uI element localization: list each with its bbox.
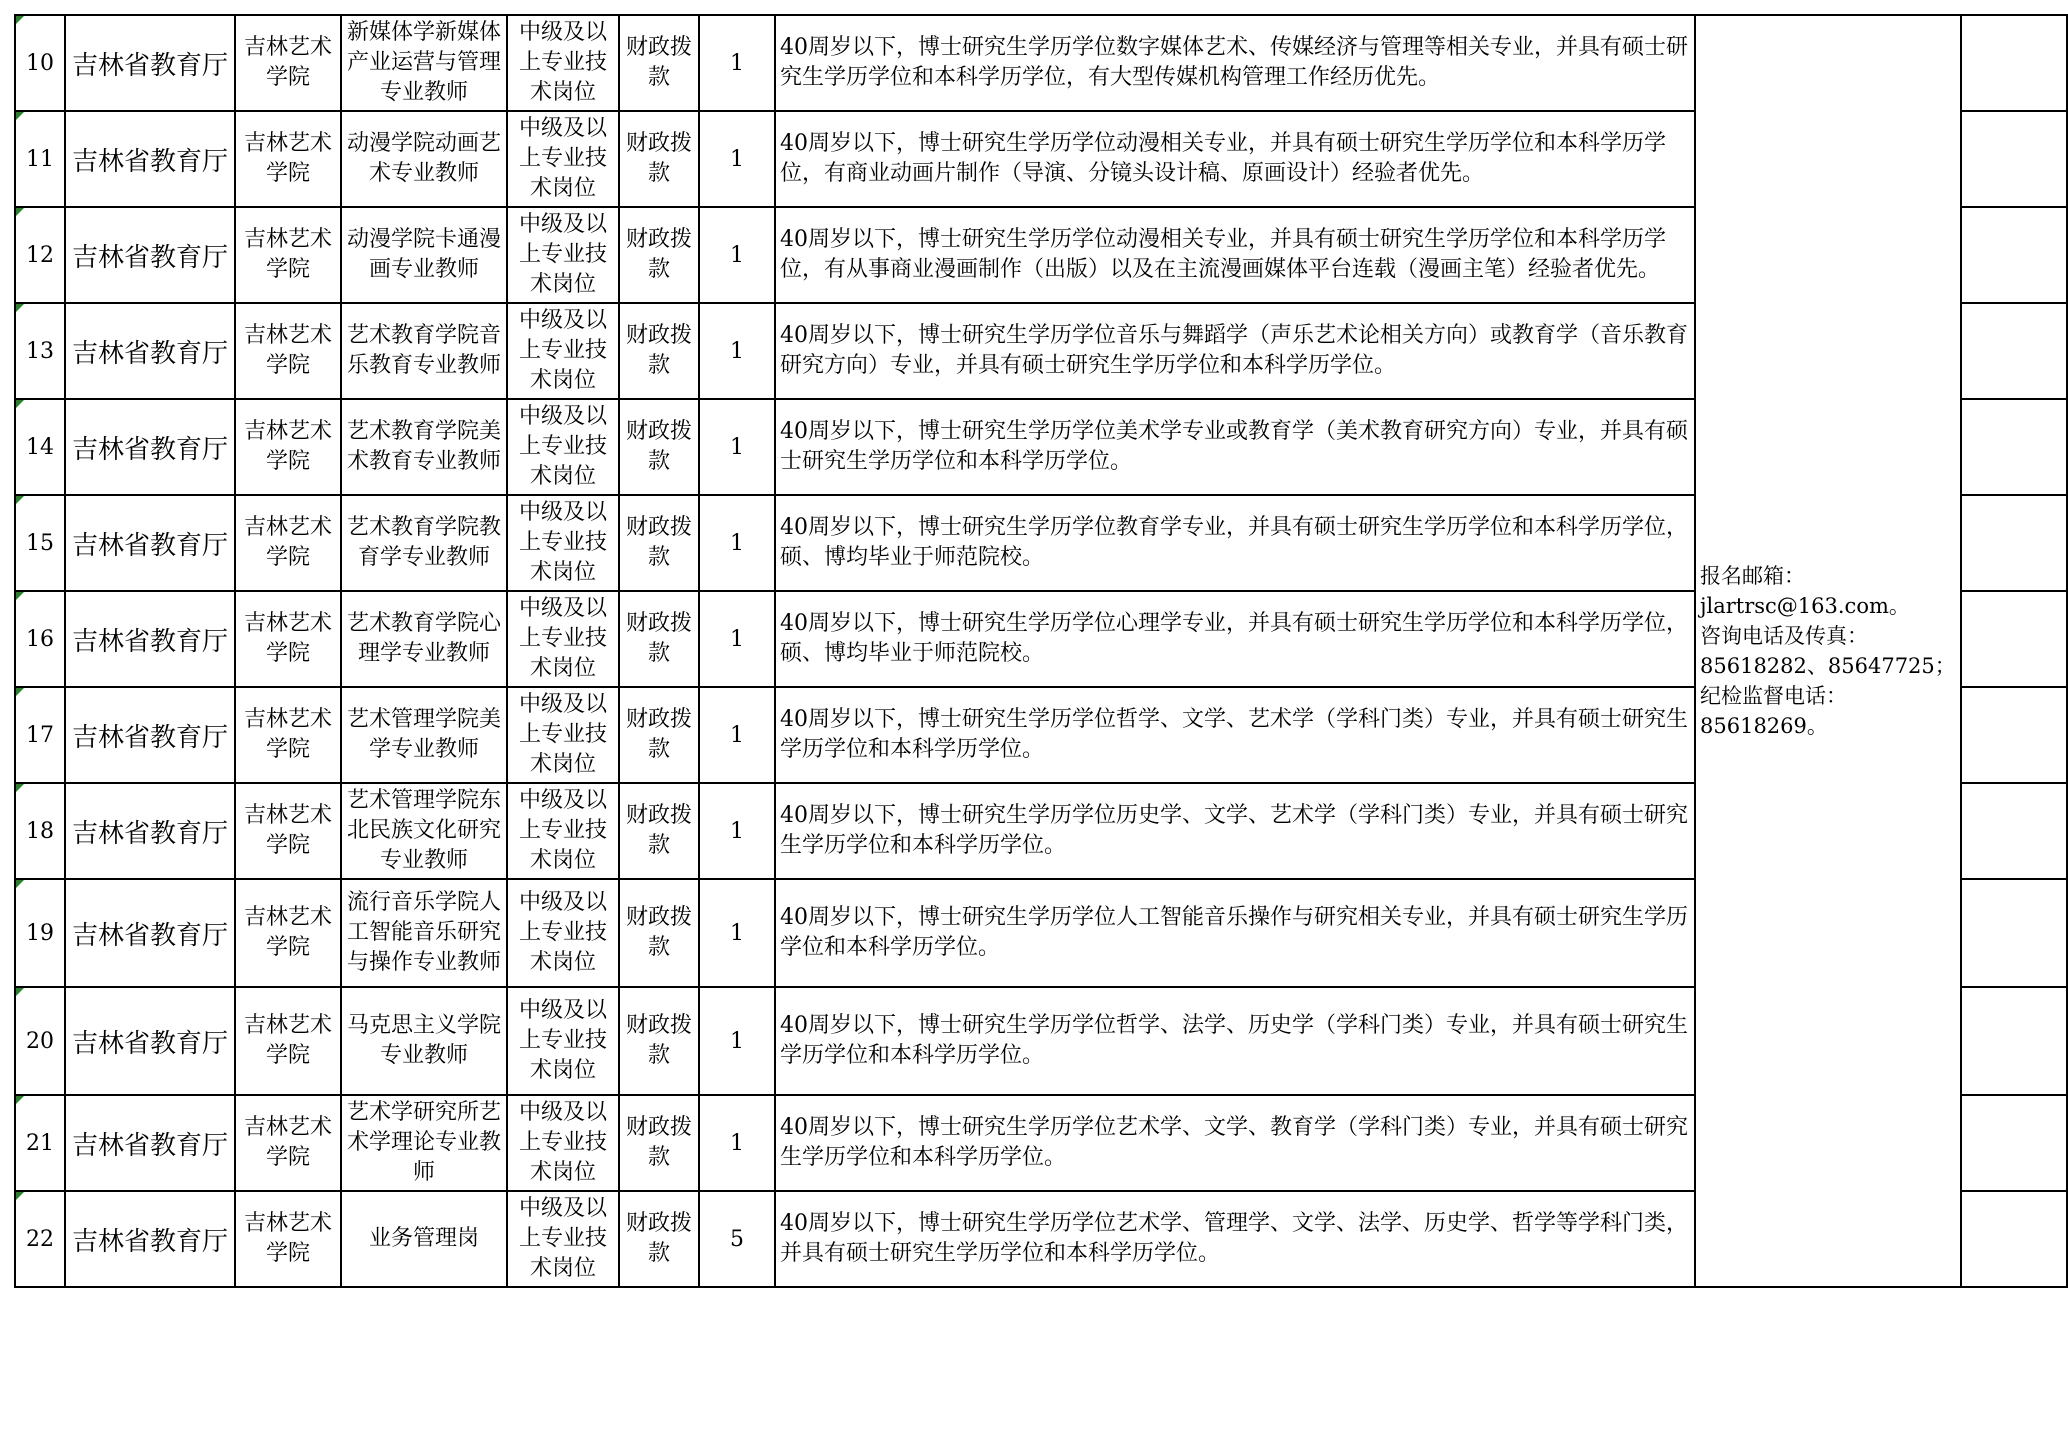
unit-cell: 吉林艺术学院: [235, 207, 341, 303]
unit-cell: 吉林艺术学院: [235, 1191, 341, 1287]
requirements-cell: 40周岁以下，博士研究生学历学位艺术学、管理学、文学、法学、历史学、哲学等学科门类，并具有硕士研究生学历学位和本科学历学位。: [775, 1191, 1695, 1287]
funding-cell: 财政拨款: [619, 399, 699, 495]
requirements-cell: 40周岁以下，博士研究生学历学位动漫相关专业，并具有硕士研究生学历学位和本科学历学位，有商业动画片制作（导演、分镜头设计稿、原画设计）经验者优先。: [775, 111, 1695, 207]
funding-cell: 财政拨款: [619, 879, 699, 987]
department-cell: 吉林省教育厅: [65, 783, 235, 879]
row-number: 22: [15, 1191, 65, 1287]
unit-cell: 吉林艺术学院: [235, 303, 341, 399]
post-type-cell: 中级及以上专业技术岗位: [507, 879, 619, 987]
funding-cell: 财政拨款: [619, 1095, 699, 1191]
post-name-cell: 艺术教育学院美术教育专业教师: [341, 399, 507, 495]
post-type-cell: 中级及以上专业技术岗位: [507, 1095, 619, 1191]
remarks-cell: [1961, 783, 2067, 879]
post-type-cell: 中级及以上专业技术岗位: [507, 399, 619, 495]
quota-cell: 1: [699, 879, 775, 987]
remarks-cell: [1961, 399, 2067, 495]
post-name-cell: 新媒体学新媒体产业运营与管理专业教师: [341, 15, 507, 111]
requirements-cell: 40周岁以下，博士研究生学历学位音乐与舞蹈学（声乐艺术论相关方向）或教育学（音乐教育研究方向）专业，并具有硕士研究生学历学位和本科学历学位。: [775, 303, 1695, 399]
funding-cell: 财政拨款: [619, 15, 699, 111]
contact-line: 纪检监督电话：: [1700, 684, 1847, 708]
funding-cell: 财政拨款: [619, 987, 699, 1095]
requirements-cell: 40周岁以下，博士研究生学历学位历史学、文学、艺术学（学科门类）专业，并具有硕士研究生学历学位和本科学历学位。: [775, 783, 1695, 879]
quota-cell: 1: [699, 591, 775, 687]
remarks-cell: [1961, 111, 2067, 207]
post-type-cell: 中级及以上专业技术岗位: [507, 987, 619, 1095]
requirements-cell: 40周岁以下，博士研究生学历学位哲学、文学、艺术学（学科门类）专业，并具有硕士研究生学历学位和本科学历学位。: [775, 687, 1695, 783]
post-type-cell: 中级及以上专业技术岗位: [507, 687, 619, 783]
department-cell: 吉林省教育厅: [65, 879, 235, 987]
post-name-cell: 动漫学院动画艺术专业教师: [341, 111, 507, 207]
remarks-cell: [1961, 879, 2067, 987]
row-number: 10: [15, 15, 65, 111]
row-number: 12: [15, 207, 65, 303]
quota-cell: 1: [699, 111, 775, 207]
post-name-cell: 艺术管理学院美学专业教师: [341, 687, 507, 783]
contact-info-cell: [1695, 15, 1961, 1287]
unit-cell: 吉林艺术学院: [235, 591, 341, 687]
requirements-cell: 40周岁以下，博士研究生学历学位教育学专业，并具有硕士研究生学历学位和本科学历学位，硕、博均毕业于师范院校。: [775, 495, 1695, 591]
post-name-cell: 艺术学研究所艺术学理论专业教师: [341, 1095, 507, 1191]
post-name-cell: 艺术教育学院教育学专业教师: [341, 495, 507, 591]
department-cell: 吉林省教育厅: [65, 987, 235, 1095]
remarks-cell: [1961, 1095, 2067, 1191]
post-type-cell: 中级及以上专业技术岗位: [507, 303, 619, 399]
post-type-cell: 中级及以上专业技术岗位: [507, 591, 619, 687]
row-number: 14: [15, 399, 65, 495]
post-name-cell: 业务管理岗: [341, 1191, 507, 1287]
funding-cell: 财政拨款: [619, 303, 699, 399]
post-type-cell: 中级及以上专业技术岗位: [507, 15, 619, 111]
contact-line: jlartrsc@163.com。: [1700, 594, 1910, 618]
row-number: 20: [15, 987, 65, 1095]
quota-cell: 1: [699, 1095, 775, 1191]
remarks-cell: [1961, 15, 2067, 111]
unit-cell: 吉林艺术学院: [235, 879, 341, 987]
post-type-cell: 中级及以上专业技术岗位: [507, 111, 619, 207]
row-number: 19: [15, 879, 65, 987]
remarks-cell: [1961, 207, 2067, 303]
row-number: 18: [15, 783, 65, 879]
department-cell: 吉林省教育厅: [65, 495, 235, 591]
department-cell: 吉林省教育厅: [65, 591, 235, 687]
requirements-cell: 40周岁以下，博士研究生学历学位哲学、法学、历史学（学科门类）专业，并具有硕士研究生学历学位和本科学历学位。: [775, 987, 1695, 1095]
contact-line: 85618282、85647725；: [1700, 654, 1956, 678]
requirements-cell: 40周岁以下，博士研究生学历学位美术学专业或教育学（美术教育研究方向）专业，并具有硕士研究生学历学位和本科学历学位。: [775, 399, 1695, 495]
contact-line: 咨询电话及传真：: [1700, 624, 1868, 648]
remarks-cell: [1961, 303, 2067, 399]
row-number: 16: [15, 591, 65, 687]
requirements-cell: 40周岁以下，博士研究生学历学位艺术学、文学、教育学（学科门类）专业，并具有硕士研究生学历学位和本科学历学位。: [775, 1095, 1695, 1191]
funding-cell: 财政拨款: [619, 687, 699, 783]
contact-line: 85618269。: [1700, 714, 1828, 738]
department-cell: 吉林省教育厅: [65, 399, 235, 495]
remarks-cell: [1961, 495, 2067, 591]
unit-cell: 吉林艺术学院: [235, 687, 341, 783]
table-row: [15, 15, 2067, 111]
requirements-cell: 40周岁以下，博士研究生学历学位数字媒体艺术、传媒经济与管理等相关专业，并具有硕士研究生学历学位和本科学历学位，有大型传媒机构管理工作经历优先。: [775, 15, 1695, 111]
quota-cell: 1: [699, 687, 775, 783]
unit-cell: 吉林艺术学院: [235, 399, 341, 495]
row-number: 11: [15, 111, 65, 207]
remarks-cell: [1961, 1191, 2067, 1287]
department-cell: 吉林省教育厅: [65, 1191, 235, 1287]
post-name-cell: 艺术教育学院音乐教育专业教师: [341, 303, 507, 399]
post-type-cell: 中级及以上专业技术岗位: [507, 783, 619, 879]
unit-cell: 吉林艺术学院: [235, 987, 341, 1095]
funding-cell: 财政拨款: [619, 111, 699, 207]
funding-cell: 财政拨款: [619, 1191, 699, 1287]
recruitment-table: [14, 14, 2068, 1288]
row-number: 15: [15, 495, 65, 591]
department-cell: 吉林省教育厅: [65, 1095, 235, 1191]
post-type-cell: 中级及以上专业技术岗位: [507, 207, 619, 303]
unit-cell: 吉林艺术学院: [235, 111, 341, 207]
quota-cell: 1: [699, 987, 775, 1095]
post-name-cell: 马克思主义学院专业教师: [341, 987, 507, 1095]
funding-cell: 财政拨款: [619, 591, 699, 687]
post-type-cell: 中级及以上专业技术岗位: [507, 1191, 619, 1287]
remarks-cell: [1961, 591, 2067, 687]
post-type-cell: 中级及以上专业技术岗位: [507, 495, 619, 591]
unit-cell: 吉林艺术学院: [235, 495, 341, 591]
post-name-cell: 艺术管理学院东北民族文化研究专业教师: [341, 783, 507, 879]
requirements-cell: 40周岁以下，博士研究生学历学位人工智能音乐操作与研究相关专业，并具有硕士研究生学历学位和本科学历学位。: [775, 879, 1695, 987]
quota-cell: 1: [699, 15, 775, 111]
unit-cell: 吉林艺术学院: [235, 15, 341, 111]
department-cell: 吉林省教育厅: [65, 303, 235, 399]
quota-cell: 1: [699, 495, 775, 591]
quota-cell: 1: [699, 303, 775, 399]
unit-cell: 吉林艺术学院: [235, 783, 341, 879]
department-cell: 吉林省教育厅: [65, 687, 235, 783]
remarks-cell: [1961, 687, 2067, 783]
row-number: 17: [15, 687, 65, 783]
quota-cell: 5: [699, 1191, 775, 1287]
quota-cell: 1: [699, 399, 775, 495]
contact-line: 报名邮箱：: [1700, 564, 1805, 588]
post-name-cell: 流行音乐学院人工智能音乐研究与操作专业教师: [341, 879, 507, 987]
post-name-cell: 动漫学院卡通漫画专业教师: [341, 207, 507, 303]
quota-cell: 1: [699, 783, 775, 879]
requirements-cell: 40周岁以下，博士研究生学历学位动漫相关专业，并具有硕士研究生学历学位和本科学历学位，有从事商业漫画制作（出版）以及在主流漫画媒体平台连载（漫画主笔）经验者优先。: [775, 207, 1695, 303]
quota-cell: 1: [699, 207, 775, 303]
post-name-cell: 艺术教育学院心理学专业教师: [341, 591, 507, 687]
funding-cell: 财政拨款: [619, 783, 699, 879]
unit-cell: 吉林艺术学院: [235, 1095, 341, 1191]
department-cell: 吉林省教育厅: [65, 111, 235, 207]
department-cell: 吉林省教育厅: [65, 207, 235, 303]
remarks-cell: [1961, 987, 2067, 1095]
funding-cell: 财政拨款: [619, 207, 699, 303]
requirements-cell: 40周岁以下，博士研究生学历学位心理学专业，并具有硕士研究生学历学位和本科学历学位，硕、博均毕业于师范院校。: [775, 591, 1695, 687]
department-cell: 吉林省教育厅: [65, 15, 235, 111]
funding-cell: 财政拨款: [619, 495, 699, 591]
row-number: 13: [15, 303, 65, 399]
row-number: 21: [15, 1095, 65, 1191]
